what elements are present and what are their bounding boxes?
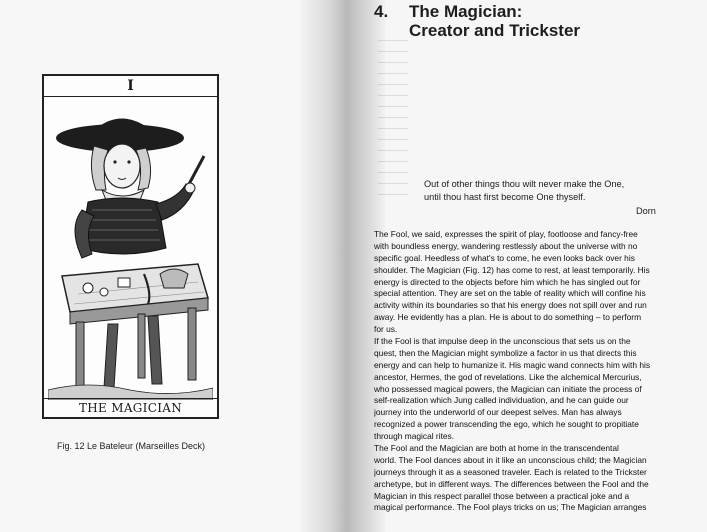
text-line: journeys through it as a seasoned traveler. Each is related to the Trickster bbox=[374, 466, 647, 477]
text-line: The Fool and the Magician are both at home in the transcendental bbox=[374, 443, 619, 454]
epigraph-author: Dorn bbox=[636, 206, 656, 216]
text-line: away. He evidently has a plan. He is about to do something – to perform bbox=[374, 312, 642, 323]
chapter-number: 4. bbox=[374, 2, 389, 21]
epigraph-line-1: Out of other things thou wilt never make the One, bbox=[424, 179, 625, 189]
epigraph bbox=[424, 178, 624, 204]
text-line: world. The Fool dances about in it like an unconscious child; the Magician bbox=[374, 454, 647, 465]
text-line: Magician in this respect parallel those between a practical joke and a bbox=[374, 490, 630, 501]
chapter-title-line-2: Creator and Trickster bbox=[409, 21, 581, 40]
text-line: through magical rites. bbox=[374, 431, 455, 442]
text-line: magical performance. The Fool plays tricks on us; The Magician arranges bbox=[374, 502, 647, 513]
text-line: ancestor, Hermes, the god of revelations. Like the alchemical Mercurius, bbox=[374, 371, 642, 382]
card-number: I bbox=[44, 76, 217, 97]
text-line: specific goal. Heedless of what's to come, he even looks back over his bbox=[374, 252, 635, 263]
text-line: energy and can help to humanize it. His magic wand connects him with his bbox=[374, 359, 651, 370]
text-line: If the Fool is that impulse deep in the unconscious that sets us on the bbox=[374, 336, 631, 347]
text-line: special attention. They are set on the table of reality which will confine his bbox=[374, 288, 646, 299]
text-line: energy is directed to the objects before him which he has singled out for bbox=[374, 276, 641, 287]
show-through-text bbox=[378, 40, 408, 200]
book-gutter bbox=[300, 0, 385, 532]
text-line: The Fool, we said, expresses the spirit of play, footloose and fancy-free bbox=[374, 229, 638, 239]
epigraph-line-2: until thou hast first become One thyself. bbox=[424, 192, 586, 202]
text-line: self-realization which Jung called individuation, and he can guide our bbox=[374, 395, 629, 406]
text-line: archetype, but in different ways. The differences between the Fool and the bbox=[374, 478, 649, 489]
card-title: THE MAGICIAN bbox=[44, 398, 217, 417]
chapter-title-line-1: The Magician: bbox=[409, 2, 523, 21]
text-line: recognized a power transcending the ego, which he sought to propitiate bbox=[374, 419, 639, 430]
text-line: for us. bbox=[374, 324, 398, 335]
magician-illustration bbox=[48, 98, 213, 400]
text-line: who possessed magical powers, the Magician can initiate the process of bbox=[374, 383, 642, 394]
text-line: quest, then the Magician might symbolize a factor in us that directs this bbox=[374, 347, 637, 358]
text-line: activity within its boundaries so that his energy does not spill over and run bbox=[374, 300, 647, 311]
text-line: journey into the underworld of our deepest selves. Man has always bbox=[374, 407, 622, 418]
figure-caption: Fig. 12 Le Bateleur (Marseilles Deck) bbox=[57, 441, 206, 451]
text-line: with boundless energy, wandering restlessly about the universe with no bbox=[374, 240, 638, 251]
body-text bbox=[374, 229, 703, 514]
magician-tarot-card bbox=[42, 74, 219, 419]
text-line: shoulder. The Magician (Fig. 12) has come to rest, at least temporarily. His bbox=[374, 264, 650, 275]
